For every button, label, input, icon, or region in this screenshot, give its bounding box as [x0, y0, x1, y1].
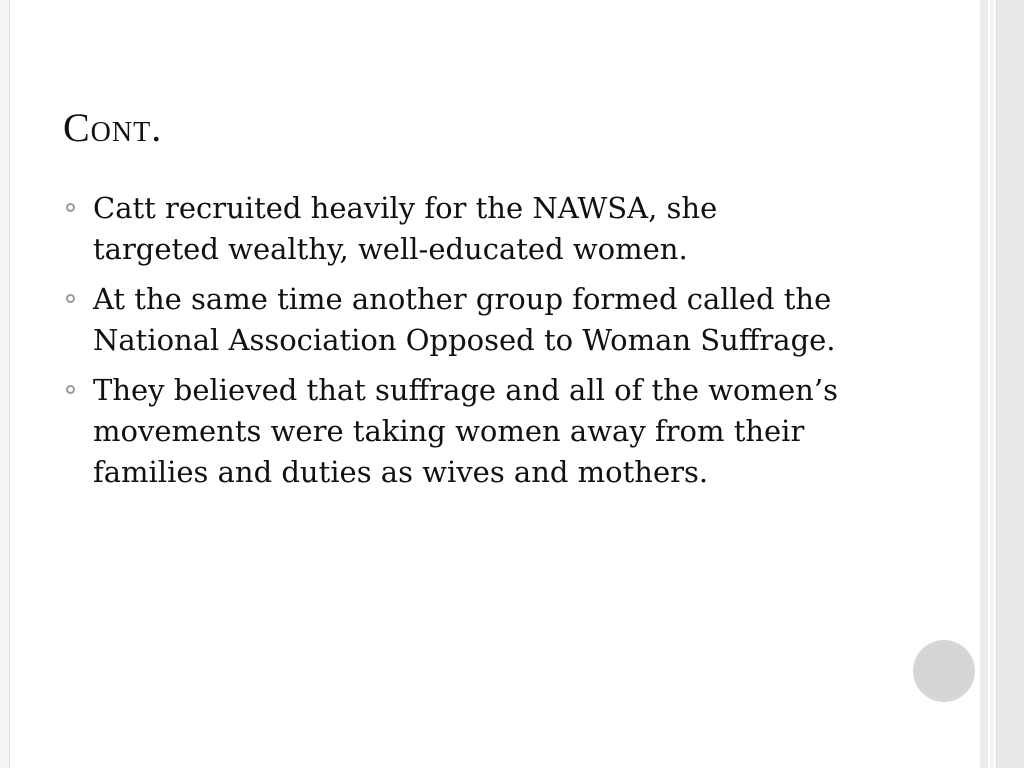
bullet-item: [64, 370, 844, 493]
bullet-list: [64, 188, 844, 502]
right-border-stripe: [980, 0, 988, 768]
bullet-text: Catt recruited heavily for the NAWSA, she targeted wealthy, well-educated women.: [93, 191, 718, 266]
hollow-circle-bullet-icon: [66, 203, 75, 212]
bullet-text: They believed that suffrage and all of the women’s movements were taking women away from their families and duties as wives and mothers.: [93, 373, 838, 489]
bullet-item: [64, 188, 844, 270]
gray-circle-icon: [913, 640, 975, 702]
right-border-stripe-inner: [990, 0, 994, 768]
left-border-stripe: [0, 0, 10, 768]
hollow-circle-bullet-icon: [66, 385, 75, 394]
hollow-circle-bullet-icon: [66, 294, 75, 303]
right-border-panel: [996, 0, 1024, 768]
slide-title: Cont.: [63, 105, 163, 150]
bullet-item: [64, 279, 844, 361]
bullet-text: At the same time another group formed called the National Association Opposed to Woman Suffrage.: [93, 282, 836, 357]
